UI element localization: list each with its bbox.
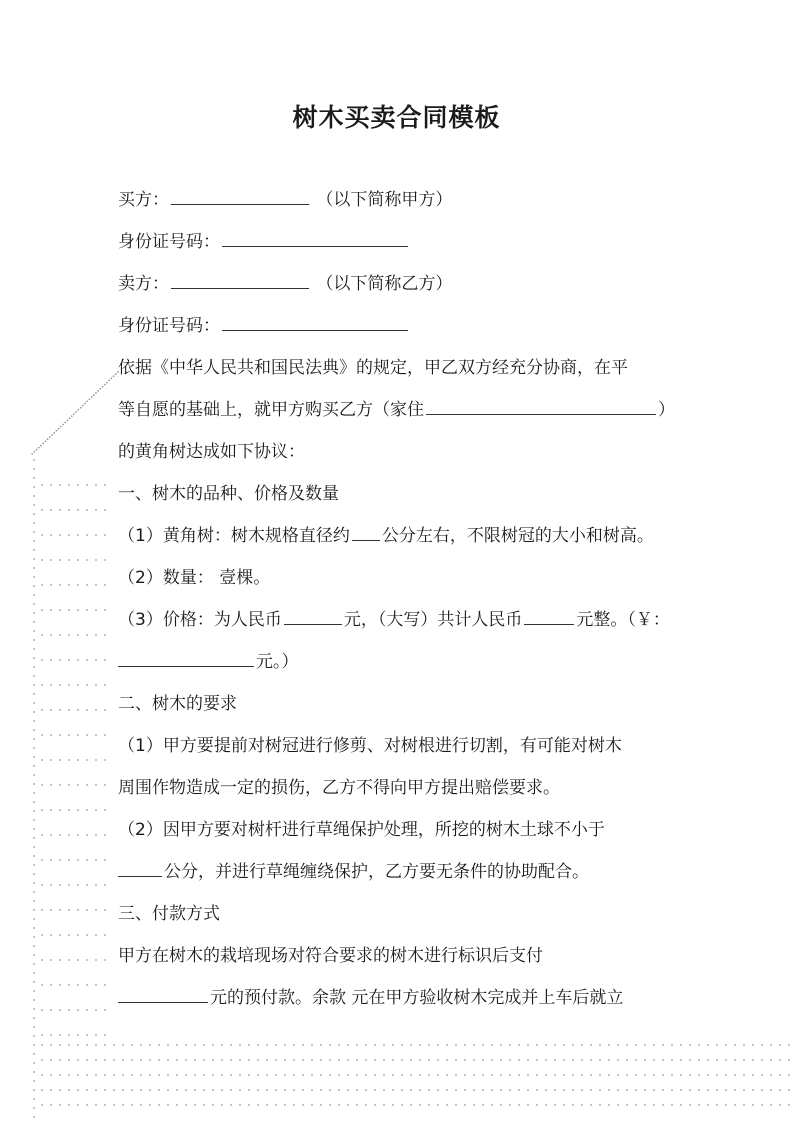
intro-line2-text: 等自愿的基础上，就甲方购买乙方（家住 — [118, 400, 424, 420]
seller-line — [118, 272, 452, 296]
item3-text-c: 元整。（￥： — [576, 610, 670, 630]
price-yuan-blank[interactable] — [118, 650, 254, 667]
section1-item3 — [118, 608, 670, 632]
buyer-line — [118, 188, 452, 212]
buyer-id-blank[interactable] — [222, 230, 408, 247]
item3-text-b: 元，（大写）共计人民币 — [343, 610, 523, 630]
section1-heading: 一、树木的品种、价格及数量 — [118, 484, 339, 504]
section1-item2: （2）数量： 壹棵。 — [118, 568, 271, 588]
buyer-id-line — [118, 230, 410, 254]
seller-id-blank[interactable] — [222, 314, 408, 331]
seller-label: 卖方： — [118, 274, 169, 294]
section2-item1-line2: 周围作物造成一定的损伤，乙方不得向甲方提出赔偿要求。 — [118, 778, 560, 798]
intro-paragraph-line3: 的黄角树达成如下协议： — [118, 442, 305, 462]
item1-text-b: 公分左右，不限树冠的大小和树高。 — [381, 526, 654, 546]
seller-name-blank[interactable] — [171, 272, 309, 289]
intro-paragraph-line1: 依据《中华人民共和国民法典》的规定，甲乙双方经充分协商，在平 — [118, 358, 628, 378]
seller-suffix: （以下简称乙方） — [316, 274, 453, 294]
item2-text: 公分，并进行草绳缠绕保护，乙方要无条件的协助配合。 — [164, 862, 589, 882]
section2-item1-line1: （1）甲方要提前对树冠进行修剪、对树根进行切割，有可能对树木 — [118, 736, 622, 756]
seller-address-blank[interactable] — [426, 398, 656, 415]
section2-item2-line2 — [118, 860, 589, 884]
buyer-id-label: 身份证号码： — [118, 232, 220, 252]
intro-paragraph-line2 — [118, 398, 675, 422]
section3-line1: 甲方在树木的栽培现场对符合要求的树木进行标识后支付 — [118, 946, 543, 966]
document-title: 树木买卖合同模板 — [292, 103, 501, 132]
intro-line2-close: ） — [658, 400, 675, 420]
diameter-blank[interactable] — [352, 524, 380, 541]
prepayment-blank[interactable] — [118, 986, 208, 1003]
soil-ball-blank[interactable] — [118, 860, 162, 877]
section1-item1 — [118, 524, 654, 548]
section1-item3-continued — [118, 650, 299, 674]
buyer-name-blank[interactable] — [171, 188, 309, 205]
section3-line2 — [118, 986, 623, 1010]
section3-heading: 三、付款方式 — [118, 904, 220, 924]
item3-text-a: （3）价格：为人民币 — [118, 610, 282, 630]
section3-line2-text: 元的预付款。余款 元在甲方验收树木完成并上车后就立 — [210, 988, 624, 1008]
seller-id-line — [118, 314, 410, 338]
price-uppercase-blank[interactable] — [524, 608, 574, 625]
buyer-label: 买方： — [118, 190, 169, 210]
item3-text-d: 元。） — [256, 652, 299, 672]
price-blank[interactable] — [284, 608, 342, 625]
seller-id-label: 身份证号码： — [118, 316, 220, 336]
section2-item2-line1: （2）因甲方要对树杆进行草绳保护处理，所挖的树木土球不小于 — [118, 820, 605, 840]
buyer-suffix: （以下简称甲方） — [316, 190, 453, 210]
item1-text-a: （1）黄角树：树木规格直径约 — [118, 526, 350, 546]
section2-heading: 二、树木的要求 — [118, 694, 237, 714]
